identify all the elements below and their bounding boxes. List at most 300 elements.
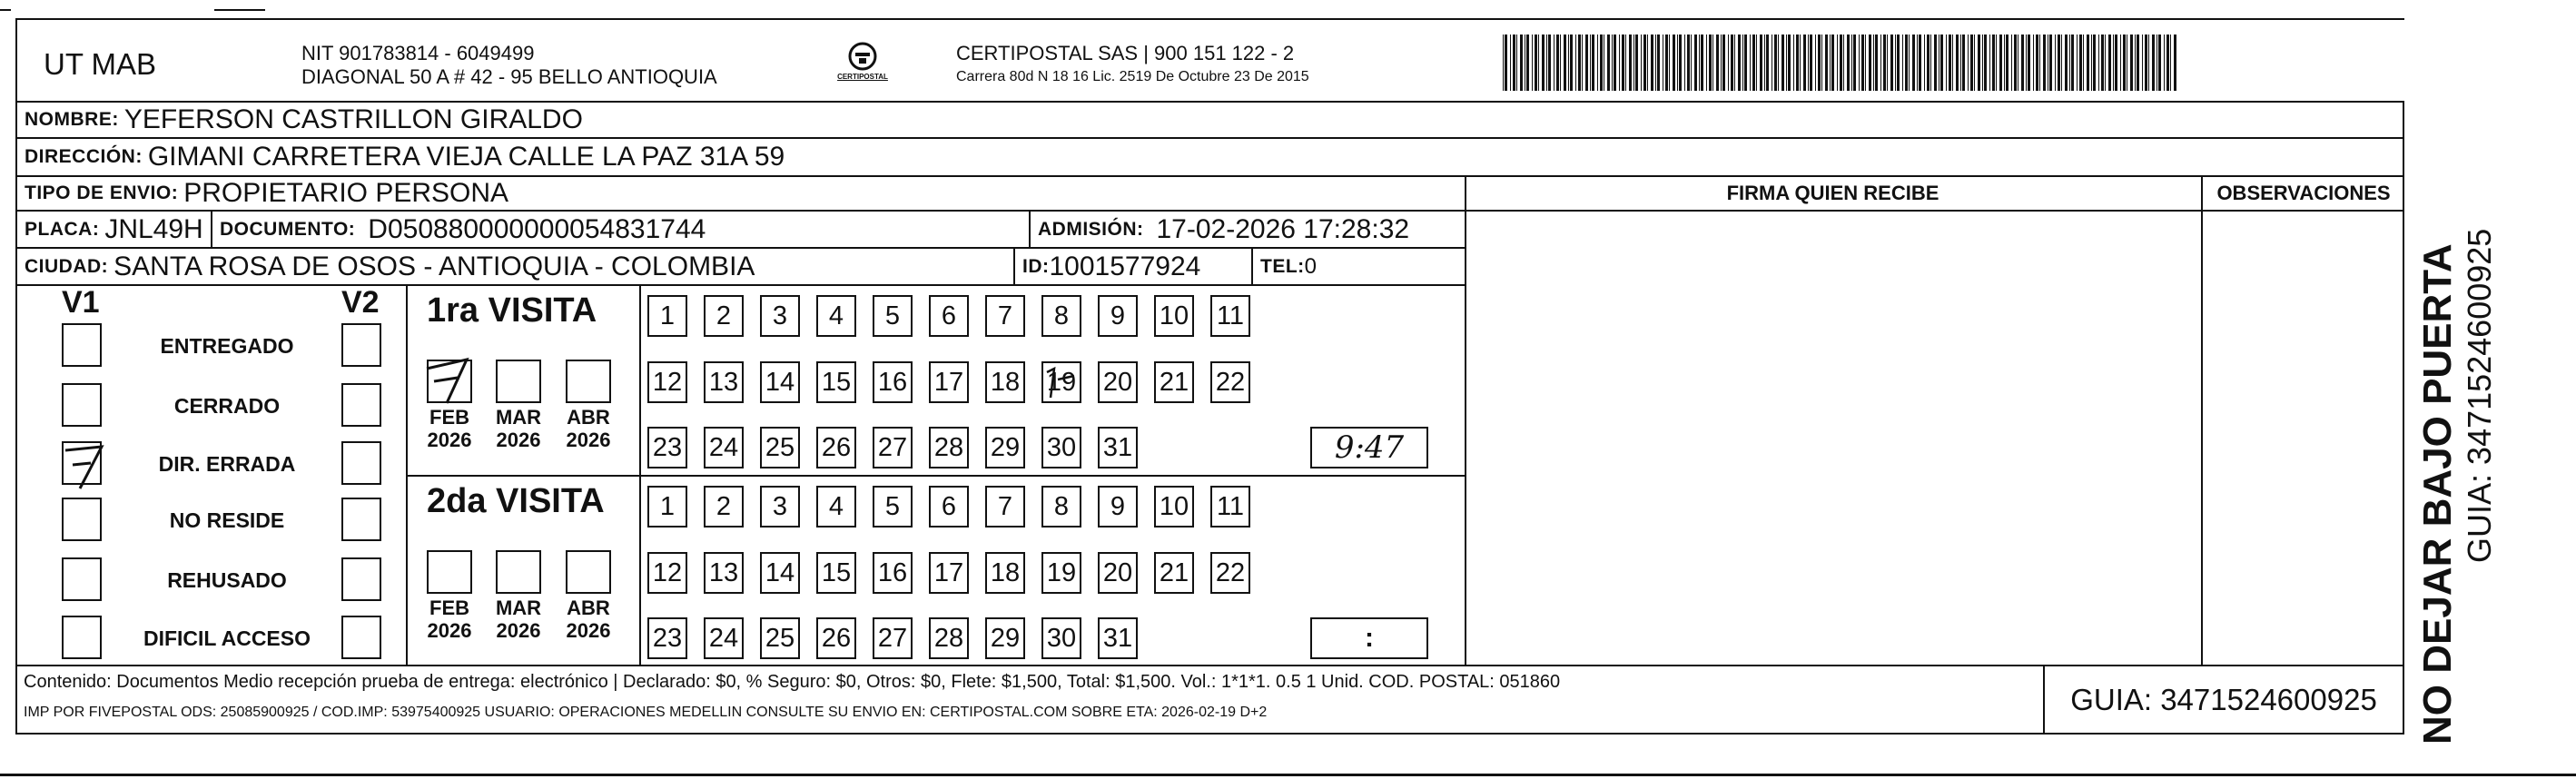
barcode-bar xyxy=(1895,35,1896,91)
day-box[interactable]: 23 xyxy=(647,427,687,468)
carrier-name: CERTIPOSTAL SAS | 900 151 122 - 2 xyxy=(956,42,1295,64)
barcode-bar xyxy=(1633,35,1634,91)
barcode-bar xyxy=(1600,35,1603,91)
barcode-bar xyxy=(2101,35,2104,91)
observaciones-area[interactable] xyxy=(2203,212,2403,664)
day-box[interactable]: 26 xyxy=(816,427,856,468)
day-box[interactable]: 13 xyxy=(704,552,744,594)
barcode-bar xyxy=(1924,35,1925,91)
barcode-bar xyxy=(1930,35,1931,91)
barcode-bar xyxy=(1578,35,1581,91)
barcode-bar xyxy=(2164,35,2165,91)
barcode-bar xyxy=(1560,35,1561,91)
month-year: 2026 xyxy=(496,619,541,642)
barcode-bar xyxy=(2004,35,2005,91)
barcode-bar xyxy=(1843,35,1844,91)
tipo-row xyxy=(17,177,1379,210)
documento-cell xyxy=(212,212,1028,247)
day-box[interactable]: 27 xyxy=(873,427,913,468)
barcode-bar xyxy=(1919,35,1921,91)
barcode-bar xyxy=(2123,35,2126,91)
barcode-bar xyxy=(2142,35,2143,91)
barcode-bar xyxy=(2028,35,2030,91)
barcode-bar xyxy=(1625,35,1626,91)
barcode-bar xyxy=(1865,35,1866,91)
day-box[interactable]: 10 xyxy=(1154,486,1194,528)
barcode-bar xyxy=(2077,35,2078,91)
month-name: ABR xyxy=(567,406,610,429)
v1-checkbox[interactable] xyxy=(62,557,102,601)
barcode-bar xyxy=(1548,35,1551,91)
check-mark-icon xyxy=(423,354,478,405)
placa-label: PLACA: xyxy=(25,218,100,240)
day-box[interactable]: 10 xyxy=(1154,295,1194,337)
day-box[interactable]: 14 xyxy=(760,361,800,403)
day-box[interactable]: 18 xyxy=(985,552,1025,594)
barcode-bar xyxy=(2055,35,2056,91)
day-box[interactable]: 25 xyxy=(760,427,800,468)
month-year: 2026 xyxy=(566,429,611,451)
day-box[interactable]: 16 xyxy=(873,361,913,403)
barcode-bar xyxy=(1614,35,1616,91)
month-name: MAR xyxy=(495,406,542,429)
barcode-bar xyxy=(2033,35,2034,91)
day-box[interactable]: 28 xyxy=(929,617,969,659)
placa-cell xyxy=(17,212,210,247)
day-box[interactable]: 7 xyxy=(985,295,1025,337)
barcode-bar xyxy=(2170,35,2171,91)
status-label: REHUSADO xyxy=(167,568,287,592)
barcode-bar xyxy=(2148,35,2149,91)
month-checkbox[interactable] xyxy=(496,550,541,594)
barcode-bar xyxy=(1687,35,1690,91)
day-box[interactable]: 19 xyxy=(1041,552,1081,594)
tipo-value: PROPIETARIO PERSONA xyxy=(183,178,509,208)
nombre-row xyxy=(17,103,1379,137)
month-label xyxy=(557,597,620,642)
barcode-bar xyxy=(1538,35,1539,91)
barcode-bar xyxy=(1721,35,1722,91)
month-label xyxy=(487,597,550,642)
barcode-bar xyxy=(1778,35,1779,91)
firma-header: FIRMA QUIEN RECIBE xyxy=(1726,182,1939,204)
barcode-bar xyxy=(1989,35,1990,91)
barcode-bar xyxy=(1505,35,1507,91)
barcode-bar xyxy=(2021,35,2024,91)
barcode-bar xyxy=(1956,35,1959,91)
month-name: ABR xyxy=(567,597,610,619)
carrier-logo-text: CERTIPOSTAL xyxy=(837,73,888,81)
sender-address: DIAGONAL 50 A # 42 - 95 BELLO ANTIOQUIA xyxy=(301,65,717,88)
v1-checkbox[interactable] xyxy=(62,441,102,485)
month-name: MAR xyxy=(495,597,542,619)
barcode-bar xyxy=(1996,35,1997,91)
barcode-bar xyxy=(2174,35,2176,91)
barcode-bar xyxy=(2115,35,2117,91)
barcode-bar xyxy=(1781,35,1784,91)
barcode-bar xyxy=(1694,35,1697,91)
month-checkbox[interactable] xyxy=(496,360,541,403)
day-box[interactable]: 30 xyxy=(1041,617,1081,659)
barcode-bar xyxy=(2093,35,2096,91)
barcode-bar xyxy=(1974,35,1975,91)
barcode-bar xyxy=(1731,35,1733,91)
day-box[interactable]: 29 xyxy=(985,617,1025,659)
barcode-bar xyxy=(1535,35,1537,91)
side-guia: GUIA: 3471524600925 xyxy=(2461,228,2498,563)
barcode-bar xyxy=(1766,35,1769,91)
barcode-bar xyxy=(1597,35,1598,91)
barcode-bar xyxy=(2152,35,2155,91)
bottom-edge xyxy=(0,774,2576,776)
id-cell xyxy=(1015,249,1250,284)
edge-mark xyxy=(214,9,265,11)
barcode-bar xyxy=(1629,35,1632,91)
time-box[interactable] xyxy=(1310,617,1428,659)
barcode-bar xyxy=(1853,35,1856,91)
month-checkbox[interactable] xyxy=(427,550,472,594)
barcode-bar xyxy=(2135,35,2136,91)
documento-label: DOCUMENTO: xyxy=(220,218,356,240)
sender-nit: NIT 901783814 - 6049499 xyxy=(301,42,535,64)
day-box[interactable]: 24 xyxy=(704,427,744,468)
barcode xyxy=(1503,35,2180,91)
day-box[interactable]: 23 xyxy=(647,617,687,659)
footer-guia: GUIA: 3471524600925 xyxy=(2070,682,2377,716)
barcode-bar xyxy=(1564,35,1566,91)
barcode-bar xyxy=(1582,35,1583,91)
ciudad-cell xyxy=(17,249,1012,284)
day-box[interactable]: 3 xyxy=(760,486,800,528)
day-box[interactable]: 13 xyxy=(704,361,744,403)
day-box[interactable]: 12 xyxy=(647,361,687,403)
barcode-bar xyxy=(1999,35,2002,91)
day-box[interactable]: 31 xyxy=(1098,617,1138,659)
v2-checkbox[interactable] xyxy=(341,498,381,541)
barcode-bar xyxy=(1590,35,1591,91)
direccion-label: DIRECCIÓN: xyxy=(25,146,143,167)
barcode-bar xyxy=(1622,35,1624,91)
id-label: ID: xyxy=(1022,255,1050,277)
day-box[interactable]: 26 xyxy=(816,617,856,659)
status-label: ENTREGADO xyxy=(160,334,294,358)
barcode-bar xyxy=(2130,35,2133,91)
barcode-bar xyxy=(1796,35,1799,91)
visit-title: 2da VISITA xyxy=(427,482,605,520)
barcode-bar xyxy=(1669,35,1670,91)
time-box[interactable] xyxy=(1310,427,1428,468)
day-box[interactable]: 2 xyxy=(704,486,744,528)
barcode-bar xyxy=(2083,35,2084,91)
barcode-bar xyxy=(1510,35,1511,91)
barcode-bar xyxy=(1542,35,1545,91)
barcode-bar xyxy=(1728,35,1729,91)
barcode-bar xyxy=(1575,35,1576,91)
check-mark-icon xyxy=(60,438,111,490)
day-box[interactable]: 11 xyxy=(1210,486,1250,528)
barcode-bar xyxy=(1764,35,1765,91)
barcode-bar xyxy=(1825,35,1828,91)
day-box[interactable]: 27 xyxy=(873,617,913,659)
day-box[interactable]: 5 xyxy=(873,295,913,337)
barcode-bar xyxy=(1982,35,1983,91)
barcode-bar xyxy=(2120,35,2121,91)
barcode-bar xyxy=(1978,35,1980,91)
v2-checkbox[interactable] xyxy=(341,323,381,367)
day-box[interactable]: 24 xyxy=(704,617,744,659)
v2-checkbox[interactable] xyxy=(341,557,381,601)
day-box[interactable]: 20 xyxy=(1098,361,1138,403)
day-box[interactable]: 19 xyxy=(1041,361,1081,403)
carrier-license: Carrera 80d N 18 16 Lic. 2519 De Octubre 23 De 2015 xyxy=(956,69,1309,84)
barcode-bar xyxy=(1803,35,1806,91)
barcode-bar xyxy=(1837,35,1838,91)
barcode-bar xyxy=(2098,35,2099,91)
day-box[interactable]: 4 xyxy=(816,295,856,337)
v2-checkbox[interactable] xyxy=(341,616,381,659)
day-box[interactable]: 1 xyxy=(647,486,687,528)
firma-area[interactable] xyxy=(1466,212,2199,664)
sender-office: UT MAB xyxy=(44,47,157,81)
barcode-bar xyxy=(2011,35,2012,91)
barcode-bar xyxy=(1673,35,1675,91)
barcode-bar xyxy=(1568,35,1569,91)
day-box[interactable]: 3 xyxy=(760,295,800,337)
barcode-bar xyxy=(2043,35,2046,91)
day-box[interactable]: 22 xyxy=(1210,361,1250,403)
day-box[interactable]: 12 xyxy=(647,552,687,594)
barcode-bar xyxy=(1619,35,1620,91)
barcode-bar xyxy=(1861,35,1864,91)
barcode-bar xyxy=(1840,35,1842,91)
day-box[interactable]: 15 xyxy=(816,361,856,403)
id-value: 1001577924 xyxy=(1049,251,1201,281)
barcode-bar xyxy=(1756,35,1757,91)
day-box[interactable]: 9 xyxy=(1098,295,1138,337)
barcode-bar xyxy=(1513,35,1515,91)
day-box[interactable]: 17 xyxy=(929,361,969,403)
month-label xyxy=(487,406,550,451)
barcode-bar xyxy=(1691,35,1692,91)
barcode-bar xyxy=(1503,35,1504,91)
barcode-bar xyxy=(1643,35,1646,91)
day-box[interactable]: 14 xyxy=(760,552,800,594)
day-box[interactable]: 6 xyxy=(929,295,969,337)
barcode-bar xyxy=(1815,35,1816,91)
day-box[interactable]: 15 xyxy=(816,552,856,594)
barcode-bar xyxy=(1607,35,1610,91)
day-box[interactable]: 18 xyxy=(985,361,1025,403)
barcode-bar xyxy=(1917,35,1918,91)
barcode-bar xyxy=(1738,35,1741,91)
barcode-bar xyxy=(1655,35,1656,91)
barcode-bar xyxy=(1722,35,1725,91)
barcode-bar xyxy=(1760,35,1762,91)
month-checkbox[interactable] xyxy=(427,360,472,403)
barcode-bar xyxy=(1516,35,1517,91)
barcode-bar xyxy=(1750,35,1751,91)
status-label: DIFICIL ACCESO xyxy=(143,626,311,650)
barcode-bar xyxy=(1752,35,1755,91)
day-box[interactable]: 6 xyxy=(929,486,969,528)
barcode-bar xyxy=(2058,35,2060,91)
barcode-bar xyxy=(1808,35,1809,91)
day-box[interactable]: 8 xyxy=(1041,486,1081,528)
tel-cell xyxy=(1253,249,1462,284)
day-box[interactable]: 1 xyxy=(647,295,687,337)
month-year: 2026 xyxy=(566,619,611,642)
documento-value: D050880000000054831744 xyxy=(368,213,706,244)
barcode-image xyxy=(1503,35,2180,91)
barcode-bar xyxy=(1875,35,1878,91)
barcode-bar xyxy=(2105,35,2106,91)
day-box[interactable]: 16 xyxy=(873,552,913,594)
barcode-bar xyxy=(2069,35,2070,91)
barcode-bar xyxy=(1890,35,1893,91)
barcode-bar xyxy=(1940,35,1943,91)
direccion-row xyxy=(17,139,1379,175)
month-checkbox[interactable] xyxy=(566,360,611,403)
barcode-bar xyxy=(1970,35,1973,91)
barcode-bar xyxy=(1818,35,1821,91)
barcode-bar xyxy=(1869,35,1871,91)
barcode-bar xyxy=(1709,35,1712,91)
day-box[interactable]: 21 xyxy=(1154,361,1194,403)
v1-checkbox[interactable] xyxy=(62,383,102,427)
barcode-bar xyxy=(1927,35,1930,91)
barcode-bar xyxy=(1699,35,1700,91)
barcode-bar xyxy=(1665,35,1668,91)
month-checkbox[interactable] xyxy=(566,550,611,594)
barcode-bar xyxy=(1546,35,1547,91)
barcode-bar xyxy=(1968,35,1969,91)
v1-header: V1 xyxy=(62,285,100,320)
barcode-bar xyxy=(2087,35,2089,91)
day-box[interactable]: 7 xyxy=(985,486,1025,528)
barcode-bar xyxy=(1657,35,1660,91)
barcode-bar xyxy=(1934,35,1937,91)
barcode-bar xyxy=(1887,35,1888,91)
day-box[interactable]: 5 xyxy=(873,486,913,528)
barcode-bar xyxy=(1946,35,1947,91)
day-box[interactable]: 2 xyxy=(704,295,744,337)
barcode-bar xyxy=(1742,35,1743,91)
barcode-bar xyxy=(1897,35,1900,91)
barcode-bar xyxy=(1810,35,1812,91)
barcode-bar xyxy=(2065,35,2068,91)
placa-value: JNL49H xyxy=(104,213,203,244)
day-box[interactable]: 29 xyxy=(985,427,1025,468)
v1-checkbox[interactable] xyxy=(62,323,102,367)
barcode-bar xyxy=(2158,35,2161,91)
barcode-bar xyxy=(2145,35,2147,91)
tipo-label: TIPO DE ENVIO: xyxy=(25,182,179,203)
barcode-bar xyxy=(1912,35,1915,91)
barcode-bar xyxy=(1788,35,1791,91)
barcode-bar xyxy=(2091,35,2092,91)
barcode-bar xyxy=(1949,35,1951,91)
barcode-bar xyxy=(1592,35,1594,91)
barcode-bar xyxy=(1641,35,1642,91)
barcode-bar xyxy=(1774,35,1777,91)
tel-label: TEL: xyxy=(1260,255,1305,277)
barcode-bar xyxy=(2113,35,2114,91)
month-year: 2026 xyxy=(496,429,541,451)
day-box[interactable]: 8 xyxy=(1041,295,1081,337)
month-label xyxy=(418,597,481,642)
barcode-bar xyxy=(1800,35,1801,91)
v1-checkbox[interactable] xyxy=(62,498,102,541)
barcode-bar xyxy=(1679,35,1682,91)
day-box[interactable]: 28 xyxy=(929,427,969,468)
admision-value: 17-02-2026 17:28:32 xyxy=(1156,213,1410,244)
month-label xyxy=(557,406,620,451)
barcode-bar xyxy=(2036,35,2038,91)
v2-checkbox[interactable] xyxy=(341,441,381,485)
barcode-bar xyxy=(1570,35,1573,91)
barcode-bar xyxy=(1793,35,1794,91)
barcode-bar xyxy=(1831,35,1834,91)
day-box[interactable]: 31 xyxy=(1098,427,1138,468)
barcode-bar xyxy=(1883,35,1886,91)
barcode-bar xyxy=(1821,35,1822,91)
barcode-bar xyxy=(1526,35,1529,91)
row-rule xyxy=(406,475,1465,477)
barcode-bar xyxy=(2166,35,2169,91)
v1-checkbox[interactable] xyxy=(62,616,102,659)
barcode-bar xyxy=(2061,35,2062,91)
v2-checkbox[interactable] xyxy=(341,383,381,427)
day-box[interactable]: 20 xyxy=(1098,552,1138,594)
day-box[interactable]: 9 xyxy=(1098,486,1138,528)
month-name: FEB xyxy=(429,597,469,619)
barcode-bar xyxy=(2006,35,2008,91)
day-box[interactable]: 21 xyxy=(1154,552,1194,594)
handwritten-time: 9:47 xyxy=(1334,429,1405,466)
barcode-bar xyxy=(1909,35,1910,91)
barcode-bar xyxy=(2071,35,2074,91)
barcode-bar xyxy=(1786,35,1787,91)
day-box[interactable]: 4 xyxy=(816,486,856,528)
barcode-bar xyxy=(1873,35,1874,91)
barcode-bar xyxy=(1905,35,1908,91)
barcode-bar xyxy=(2026,35,2027,91)
barcode-bar xyxy=(1880,35,1881,91)
day-box[interactable]: 25 xyxy=(760,617,800,659)
barcode-bar xyxy=(1960,35,1961,91)
barcode-bar xyxy=(1734,35,1735,91)
barcode-bar xyxy=(1556,35,1559,91)
barcode-bar xyxy=(2108,35,2111,91)
barcode-bar xyxy=(2014,35,2017,91)
day-box[interactable]: 11 xyxy=(1210,295,1250,337)
barcode-bar xyxy=(1684,35,1685,91)
barcode-bar xyxy=(2039,35,2040,91)
footer-imp: IMP POR FIVEPOSTAL ODS: 25085900925 / COD.IMP: 53975400925 USUARIO: OPERACIONES MEDELLIN CONSULTE SU ENVIO EN: CERTIPOSTAL.COM SOBRE ETA: 2026-02-19 D+2 xyxy=(24,705,1268,720)
time-placeholder: : xyxy=(1365,623,1374,653)
day-box[interactable]: 30 xyxy=(1041,427,1081,468)
barcode-bar xyxy=(1744,35,1747,91)
day-box[interactable]: 17 xyxy=(929,552,969,594)
header-left-rule xyxy=(15,18,17,102)
barcode-bar xyxy=(1706,35,1707,91)
barcode-bar xyxy=(1902,35,1903,91)
day-box[interactable]: 22 xyxy=(1210,552,1250,594)
status-label: CERRADO xyxy=(173,394,281,418)
carrier-logo xyxy=(835,40,890,85)
barcode-bar xyxy=(1677,35,1678,91)
edge-mark xyxy=(0,9,11,11)
